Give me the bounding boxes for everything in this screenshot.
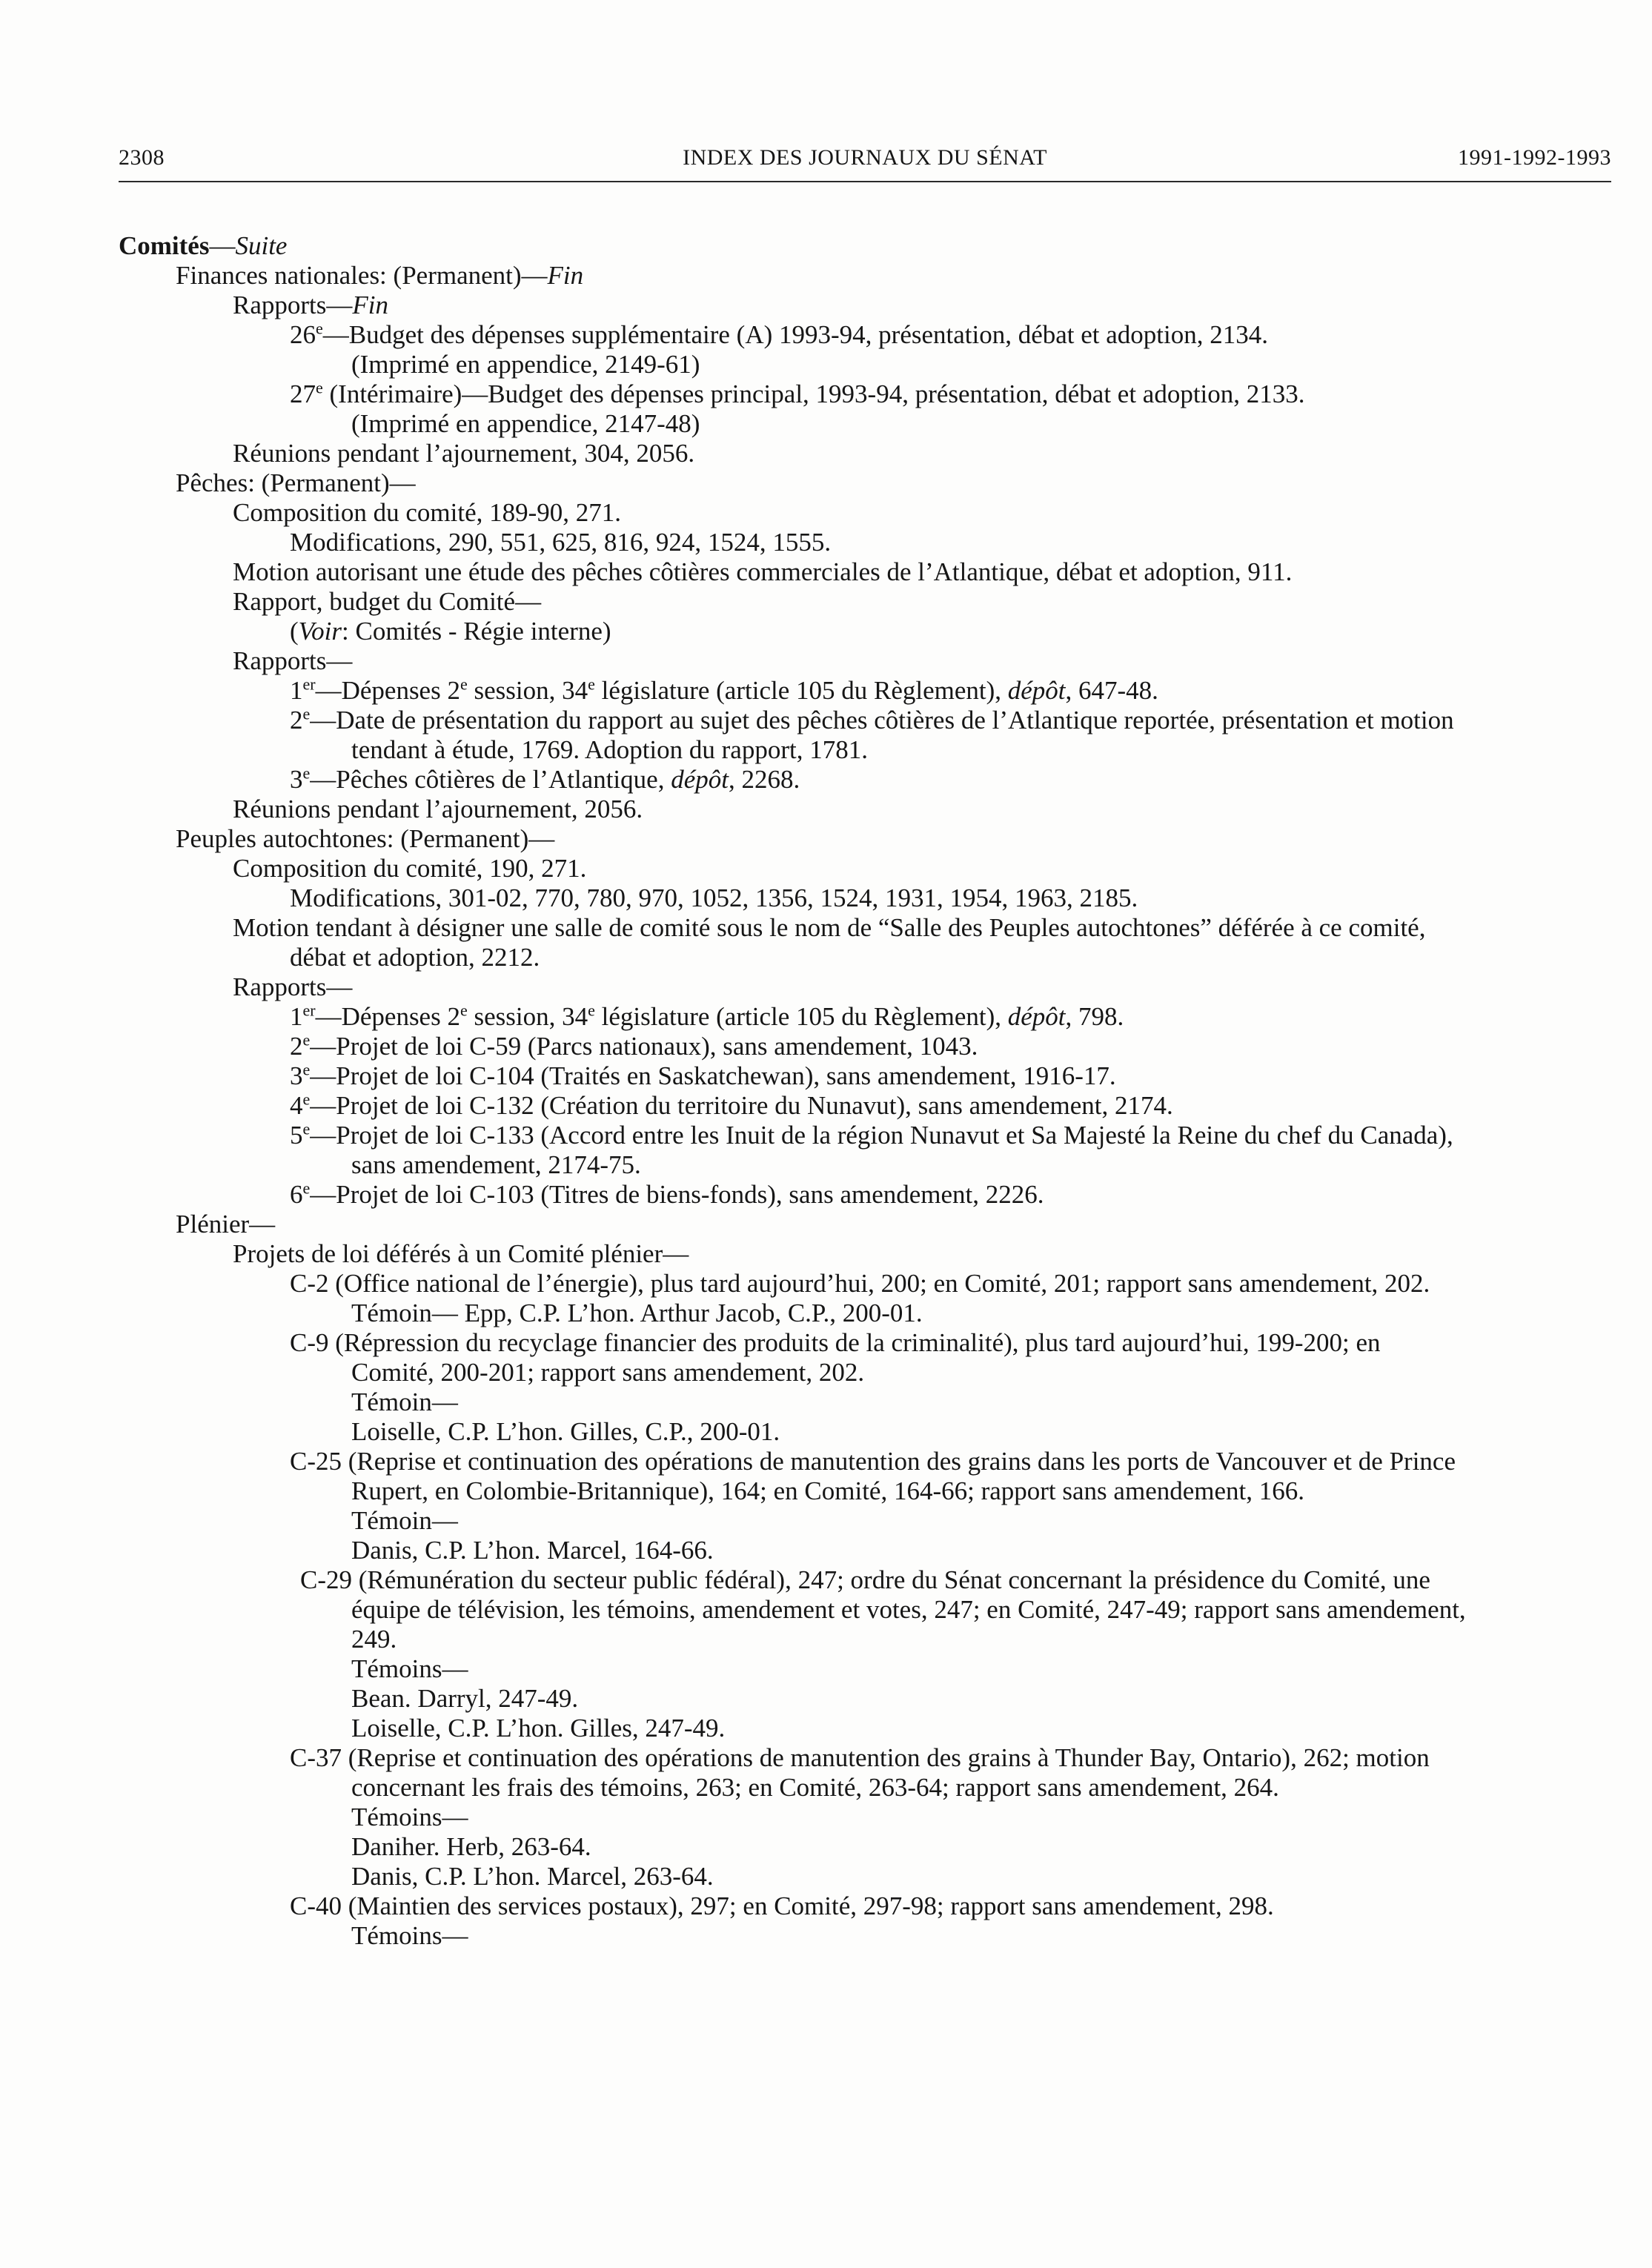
index-text: Témoin— — [351, 1387, 458, 1416]
index-line — [233, 557, 1292, 587]
index-line — [290, 1180, 1044, 1210]
index-text: 2 — [290, 1032, 303, 1061]
index-line — [290, 1061, 1116, 1091]
index-text: 5 — [290, 1121, 303, 1150]
index-text: Bean. Darryl, 247-49. — [351, 1684, 579, 1713]
index-text: C-37 (Reprise et continuation des opérations de manutention des grains à Thunder Bay, Ontario), 262; motion — [290, 1743, 1430, 1772]
index-text: Comité, 200-201; rapport sans amendement, 202. — [351, 1358, 865, 1387]
index-line — [300, 1565, 1430, 1595]
index-text: tendant à étude, 1769. Adoption du rapport, 1781. — [351, 735, 868, 764]
index-line — [290, 765, 800, 795]
index-text: dépôt — [1007, 676, 1066, 705]
index-text: Rapport, budget du Comité— — [233, 587, 542, 616]
index-text: —Projet de loi C-104 (Traités en Saskatchewan), sans amendement, 1916-17. — [310, 1061, 1116, 1090]
index-text: : Comités - Régie interne) — [342, 617, 611, 646]
index-text: —Projet de loi C-132 (Création du territoire du Nunavut), sans amendement, 2174. — [310, 1091, 1173, 1120]
index-line — [233, 913, 1425, 943]
index-line — [290, 1743, 1430, 1773]
index-text: équipe de télévision, les témoins, amendement et votes, 247; en Comité, 247-49; rapport sans amendement, — [351, 1595, 1466, 1624]
index-line — [290, 1328, 1381, 1358]
index-text: , 2268. — [728, 765, 800, 794]
index-line — [290, 528, 831, 557]
index-text: —Projet de loi C-59 (Parcs nationaux), sans amendement, 1043. — [310, 1032, 978, 1061]
index-line — [351, 1773, 1279, 1803]
index-line — [290, 617, 611, 646]
index-text: —Budget des dépenses supplémentaire (A) 1993-94, présentation, débat et adoption, 2134. — [322, 320, 1269, 349]
index-line — [233, 439, 694, 468]
index-text: Comités — [119, 231, 210, 260]
index-text: —Pêches côtières de l’Atlantique, — [310, 765, 671, 794]
index-text: C-9 (Répression du recyclage financier des produits de la criminalité), plus tard aujourd’hui, 199-200; en — [290, 1328, 1381, 1357]
index-line — [290, 320, 1268, 350]
index-text: Rupert, en Colombie-Britannique), 164; en Comité, 164-66; rapport sans amendement, 166. — [351, 1476, 1304, 1505]
index-text: 26 — [290, 320, 316, 349]
index-line — [176, 468, 416, 498]
index-text: Rapports— — [233, 972, 353, 1001]
index-text: Finances nationales: (Permanent)— — [176, 261, 548, 290]
index-line — [233, 972, 352, 1002]
index-text: Suite — [235, 231, 288, 260]
index-text: (Imprimé en appendice, 2149-61) — [351, 350, 700, 379]
index-line — [351, 1536, 714, 1565]
index-text: Modifications, 301-02, 770, 780, 970, 1052, 1356, 1524, 1931, 1954, 1963, 2185. — [290, 883, 1138, 912]
index-text: —Projet de loi C-133 (Accord entre les Inuit de la région Nunavut et Sa Majesté la Reine du chef du Canada), — [310, 1121, 1453, 1150]
index-text: session, 34 — [467, 676, 588, 705]
index-text: Projets de loi déférés à un Comité plénier— — [233, 1239, 689, 1268]
index-text: 3 — [290, 1061, 303, 1090]
index-text: Réunions pendant l’ajournement, 2056. — [233, 795, 643, 823]
index-text: dépôt — [1007, 1002, 1066, 1031]
index-text: Plénier— — [176, 1210, 276, 1239]
index-text: sans amendement, 2174-75. — [351, 1150, 641, 1179]
index-text: —Projet de loi C-103 (Titres de biens-fonds), sans amendement, 2226. — [310, 1180, 1044, 1209]
index-line — [119, 231, 287, 261]
index-text: Témoins— — [351, 1803, 468, 1831]
index-line — [351, 1714, 725, 1743]
index-line — [176, 1210, 275, 1239]
index-text: Motion tendant à désigner une salle de comité sous le nom de “Salle des Peuples autochtones” déférée à ce comité, — [233, 913, 1426, 942]
ordinal-suffix: e — [302, 1090, 311, 1109]
index-line — [351, 1150, 641, 1180]
index-line — [290, 676, 1158, 706]
index-line — [351, 1595, 1466, 1625]
index-line — [176, 824, 554, 854]
index-text: 249. — [351, 1625, 397, 1654]
ordinal-suffix: e — [588, 1001, 595, 1020]
index-text: C-2 (Office national de l’énergie), plus tard aujourd’hui, 200; en Comité, 201; rapport sans amendement, 202. — [290, 1269, 1430, 1298]
index-line — [351, 1506, 458, 1536]
index-text: 1 — [290, 676, 303, 705]
index-text: C-40 (Maintien des services postaux), 297; en Comité, 297-98; rapport sans amendement, 298. — [290, 1891, 1274, 1920]
index-line — [290, 1269, 1430, 1299]
index-text: 2 — [290, 706, 303, 735]
index-line — [290, 1091, 1173, 1121]
index-line — [351, 350, 700, 379]
index-text: législature (article 105 du Règlement), — [594, 1002, 1008, 1031]
index-line — [290, 1002, 1124, 1032]
index-text: 27 — [290, 379, 316, 408]
index-text: Motion autorisant une étude des pêches côtières commerciales de l’Atlantique, débat et adoption, 911. — [233, 557, 1293, 586]
index-text: Danis, C.P. L’hon. Marcel, 263-64. — [351, 1862, 714, 1891]
index-line — [233, 795, 643, 824]
index-line — [351, 1387, 458, 1417]
ordinal-suffix: e — [460, 1001, 468, 1020]
index-line — [351, 1862, 714, 1891]
ordinal-suffix: e — [302, 704, 311, 723]
index-text: 3 — [290, 765, 303, 794]
index-line — [233, 498, 621, 528]
index-line — [176, 261, 583, 291]
index-line — [233, 291, 388, 320]
ordinal-suffix: e — [302, 1060, 311, 1079]
index-text: Témoins— — [351, 1654, 468, 1683]
index-text: (Intérimaire)—Budget des dépenses principal, 1993-94, présentation, débat et adoption, 2133. — [322, 379, 1305, 408]
index-text: 4 — [290, 1091, 303, 1120]
index-text: ( — [290, 617, 299, 646]
index-line — [290, 1447, 1456, 1476]
index-line — [351, 1358, 864, 1387]
index-text: Témoins— — [351, 1921, 468, 1950]
index-text: (Imprimé en appendice, 2147-48) — [351, 409, 700, 438]
volume-years: 1991-1992-1993 — [1458, 145, 1611, 170]
index-text: , 647-48. — [1065, 676, 1158, 705]
index-line — [351, 1921, 468, 1951]
ordinal-suffix: e — [316, 378, 323, 397]
index-line — [290, 1032, 978, 1061]
index-text: Rapports— — [233, 646, 353, 675]
index-text: Loiselle, C.P. L’hon. Gilles, 247-49. — [351, 1714, 726, 1743]
page-number: 2308 — [119, 145, 165, 170]
index-text: C-25 (Reprise et continuation des opérations de manutention des grains dans les ports de Vancouver et de Prince — [290, 1447, 1456, 1476]
running-header — [119, 142, 1611, 182]
index-line — [290, 706, 1454, 735]
index-text: dépôt — [671, 765, 729, 794]
index-line — [233, 587, 541, 617]
ordinal-suffix: e — [316, 319, 323, 338]
index-line — [290, 943, 540, 972]
index-text: , 798. — [1065, 1002, 1124, 1031]
index-text: Témoin— — [351, 1506, 458, 1535]
index-line — [351, 1299, 923, 1328]
index-text: Modifications, 290, 551, 625, 816, 924, 1524, 1555. — [290, 528, 832, 557]
index-text: — — [209, 231, 236, 260]
index-text: Témoin— Epp, C.P. L’hon. Arthur Jacob, C.P., 200-01. — [351, 1299, 923, 1327]
index-line — [290, 1891, 1274, 1921]
index-line — [351, 1832, 591, 1862]
ordinal-suffix: e — [302, 1178, 311, 1198]
index-line — [351, 1654, 468, 1684]
index-text: Voir — [298, 617, 342, 646]
index-text: C-29 (Rémunération du secteur public fédéral), 247; ordre du Sénat concernant la présidence du Comité, une — [300, 1565, 1430, 1594]
index-text: 1 — [290, 1002, 303, 1031]
index-line — [351, 1803, 468, 1832]
index-line — [351, 735, 868, 765]
index-text: concernant les frais des témoins, 263; en Comité, 263-64; rapport sans amendement, 264. — [351, 1773, 1279, 1802]
index-text: débat et adoption, 2212. — [290, 943, 540, 972]
index-text: 6 — [290, 1180, 303, 1209]
index-line — [290, 379, 1305, 409]
index-text: —Dépenses 2 — [315, 676, 460, 705]
ordinal-suffix: er — [302, 1001, 316, 1020]
index-text: législature (article 105 du Règlement), — [594, 676, 1008, 705]
index-line — [290, 1121, 1453, 1150]
index-line — [351, 1625, 397, 1654]
index-line — [351, 1684, 578, 1714]
index-text: Composition du comité, 189-90, 271. — [233, 498, 622, 527]
index-text: Fin — [547, 261, 584, 290]
running-title: INDEX DES JOURNAUX DU SÉNAT — [683, 145, 1047, 170]
index-text: —Dépenses 2 — [315, 1002, 460, 1031]
index-text: Rapports— — [233, 291, 353, 319]
index-line — [233, 646, 352, 676]
index-line — [351, 1417, 780, 1447]
index-line — [351, 409, 700, 439]
index-text: Réunions pendant l’ajournement, 304, 2056. — [233, 439, 695, 468]
index-text: Peuples autochtones: (Permanent)— — [176, 824, 555, 853]
index-line — [233, 854, 586, 883]
index-text: Danis, C.P. L’hon. Marcel, 164-66. — [351, 1536, 714, 1565]
ordinal-suffix: e — [302, 763, 311, 783]
ordinal-suffix: e — [302, 1119, 311, 1138]
index-text: Loiselle, C.P. L’hon. Gilles, C.P., 200-01. — [351, 1417, 780, 1446]
index-text: Pêches: (Permanent)— — [176, 468, 416, 497]
index-line — [290, 883, 1138, 913]
index-text: Fin — [352, 291, 388, 319]
ordinal-suffix: er — [302, 674, 316, 694]
index-text: —Date de présentation du rapport au sujet des pêches côtières de l’Atlantique reportée, présentation et motion — [310, 706, 1454, 735]
ordinal-suffix: e — [460, 674, 468, 694]
ordinal-suffix: e — [588, 674, 595, 694]
index-text: session, 34 — [467, 1002, 588, 1031]
index-text: Daniher. Herb, 263-64. — [351, 1832, 591, 1861]
ordinal-suffix: e — [302, 1030, 311, 1050]
index-line — [233, 1239, 689, 1269]
index-text: Composition du comité, 190, 271. — [233, 854, 587, 883]
index-line — [351, 1476, 1304, 1506]
